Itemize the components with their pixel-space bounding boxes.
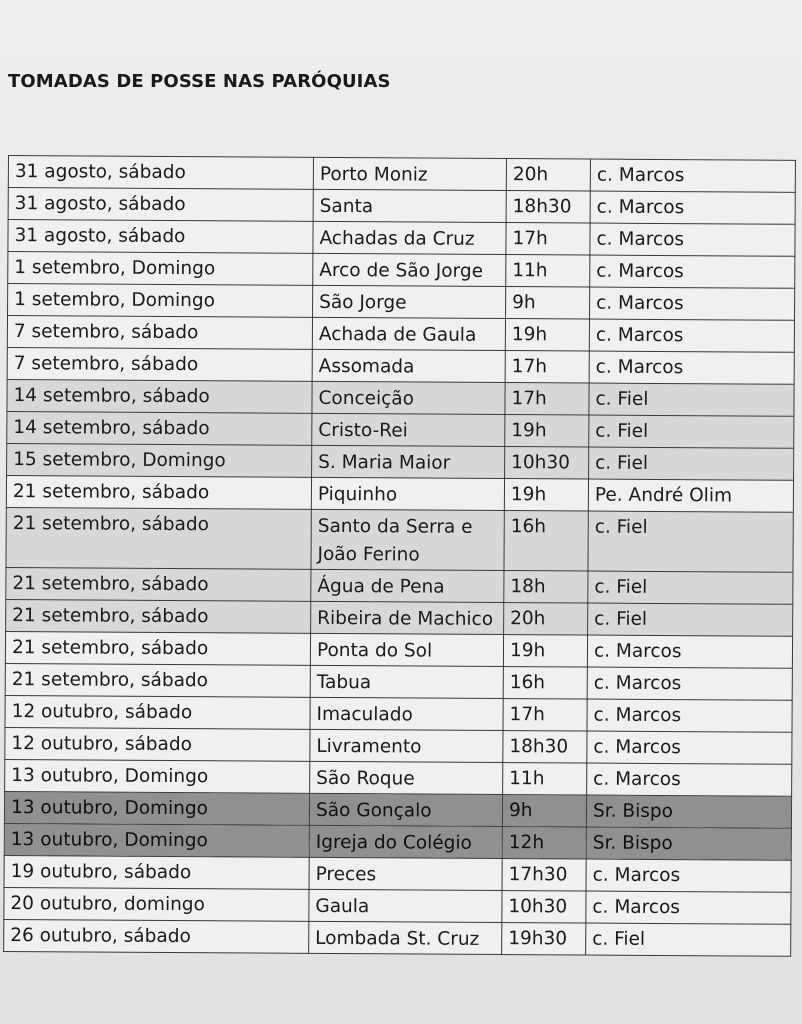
celebrant-cell: c. Marcos [590, 159, 795, 192]
parish-cell: São Roque [310, 761, 503, 794]
time-cell: 11h [503, 763, 587, 796]
celebrant-cell: c. Marcos [587, 699, 792, 732]
parish-cell: Achada de Gaula [312, 317, 505, 350]
table-row [4, 919, 791, 956]
parish-cell: Livramento [310, 729, 503, 762]
time-cell: 17h [505, 383, 589, 416]
parish-cell: Santo da Serra e João Ferino [311, 509, 504, 570]
time-cell: 19h [505, 319, 589, 352]
time-cell: 10h30 [502, 891, 586, 924]
time-cell: 12h [502, 827, 586, 860]
celebrant-cell: Pe. André Olim [588, 479, 793, 512]
time-cell: 18h30 [506, 191, 590, 224]
table-row [4, 823, 791, 860]
parish-cell: Ribeira de Machico [311, 601, 504, 634]
date-cell: 7 setembro, sábado [7, 347, 312, 381]
celebrant-cell: c. Fiel [586, 923, 791, 956]
celebrant-cell: c. Marcos [587, 731, 792, 764]
time-cell: 11h [506, 255, 590, 288]
table-row [8, 220, 795, 257]
time-cell: 16h [504, 511, 588, 572]
parish-cell: Gaula [309, 889, 502, 922]
time-cell: 16h [503, 667, 587, 700]
parish-cell: Santa [313, 189, 506, 222]
date-cell: 1 setembro, Domingo [8, 252, 313, 286]
table-row [5, 663, 792, 700]
time-cell: 17h [506, 223, 590, 256]
table-row [6, 599, 793, 636]
celebrant-cell: c. Marcos [589, 319, 794, 352]
time-cell: 17h [505, 351, 589, 384]
parish-cell: Igreja do Colégio [309, 825, 502, 858]
celebrant-cell: c. Fiel [589, 447, 794, 480]
time-cell: 10h30 [505, 447, 589, 480]
date-cell: 12 outubro, sábado [5, 695, 310, 729]
celebrant-cell: c. Fiel [589, 383, 794, 416]
date-cell: 14 setembro, sábado [7, 411, 312, 445]
time-cell: 17h30 [502, 859, 586, 892]
date-cell: 21 setembro, sábado [5, 631, 310, 665]
date-cell: 31 agosto, sábado [8, 156, 313, 190]
celebrant-cell: c. Marcos [587, 667, 792, 700]
parish-cell: Arco de São Jorge [313, 253, 506, 286]
date-cell: 1 setembro, Domingo [8, 284, 313, 318]
date-cell: 20 outubro, domingo [4, 887, 309, 921]
schedule-body [4, 156, 796, 957]
parish-cell: Achadas da Cruz [313, 221, 506, 254]
parish-cell: Conceição [312, 381, 505, 414]
parish-cell: Tabua [310, 665, 503, 698]
table-row [8, 252, 795, 289]
date-cell: 21 setembro, sábado [6, 599, 311, 633]
celebrant-cell: Sr. Bispo [586, 827, 791, 860]
date-cell: 12 outubro, sábado [5, 727, 310, 761]
parish-cell: Porto Moniz [313, 157, 506, 190]
table-row [4, 887, 791, 924]
parish-cell: São Gonçalo [309, 793, 502, 826]
date-cell: 15 setembro, Domingo [7, 443, 312, 477]
celebrant-cell: c. Marcos [586, 859, 791, 892]
time-cell: 20h [506, 159, 590, 192]
date-cell: 13 outubro, Domingo [4, 791, 309, 825]
date-cell: 14 setembro, sábado [7, 379, 312, 413]
celebrant-cell: c. Marcos [587, 763, 792, 796]
table-row [7, 411, 794, 448]
time-cell: 18h30 [503, 731, 587, 764]
parish-cell: Cristo-Rei [312, 413, 505, 446]
table-row [4, 855, 791, 892]
time-cell: 20h [504, 603, 588, 636]
table-row [8, 188, 795, 225]
page-title: TOMADAS DE POSSE NAS PARÓQUIAS [8, 71, 391, 92]
parish-cell: Assomada [312, 349, 505, 382]
table-row [7, 347, 794, 384]
table-row [5, 759, 792, 796]
date-cell: 13 outubro, Domingo [5, 759, 310, 793]
table-row [8, 156, 795, 193]
date-cell: 31 agosto, sábado [8, 188, 313, 222]
table-row [7, 316, 794, 353]
celebrant-cell: c. Marcos [590, 223, 795, 256]
time-cell: 9h [506, 287, 590, 320]
date-cell: 21 setembro, sábado [6, 475, 311, 509]
date-cell: 26 outubro, sábado [4, 919, 309, 953]
table-row [5, 727, 792, 764]
table-row [6, 507, 793, 572]
time-cell: 17h [503, 699, 587, 732]
parish-cell: Lombada St. Cruz [309, 921, 502, 954]
celebrant-cell: c. Marcos [590, 191, 795, 224]
celebrant-cell: c. Fiel [588, 511, 793, 572]
celebrant-cell: c. Marcos [590, 255, 795, 288]
parish-cell: S. Maria Maior [312, 445, 505, 478]
celebrant-cell: Sr. Bispo [586, 795, 791, 828]
time-cell: 19h30 [502, 923, 586, 956]
time-cell: 19h [503, 635, 587, 668]
table-row [4, 791, 791, 828]
table-row [8, 284, 795, 321]
date-cell: 13 outubro, Domingo [4, 823, 309, 857]
celebrant-cell: c. Marcos [586, 891, 791, 924]
parish-cell: Água de Pena [311, 569, 504, 602]
time-cell: 18h [504, 571, 588, 604]
date-cell: 21 setembro, sábado [6, 567, 311, 601]
date-cell: 21 setembro, sábado [6, 507, 311, 569]
date-cell: 7 setembro, sábado [7, 316, 312, 350]
table-row [7, 443, 794, 480]
parish-cell: São Jorge [313, 285, 506, 318]
time-cell: 19h [505, 415, 589, 448]
celebrant-cell: c. Marcos [587, 635, 792, 668]
celebrant-cell: c. Fiel [589, 415, 794, 448]
celebrant-cell: c. Marcos [590, 287, 795, 320]
parish-cell: Imaculado [310, 697, 503, 730]
table-row [5, 695, 792, 732]
celebrant-cell: c. Fiel [588, 603, 793, 636]
table-row [6, 567, 793, 604]
parish-cell: Ponta do Sol [310, 633, 503, 666]
time-cell: 9h [502, 795, 586, 828]
table-row [5, 631, 792, 668]
time-cell: 19h [504, 479, 588, 512]
date-cell: 19 outubro, sábado [4, 855, 309, 889]
date-cell: 31 agosto, sábado [8, 220, 313, 254]
parish-cell: Preces [309, 857, 502, 890]
date-cell: 21 setembro, sábado [5, 663, 310, 697]
table-row [7, 379, 794, 416]
table-row [6, 475, 793, 512]
parish-cell: Piquinho [311, 477, 504, 510]
celebrant-cell: c. Fiel [588, 571, 793, 604]
celebrant-cell: c. Marcos [589, 351, 794, 384]
schedule-table [3, 155, 796, 957]
